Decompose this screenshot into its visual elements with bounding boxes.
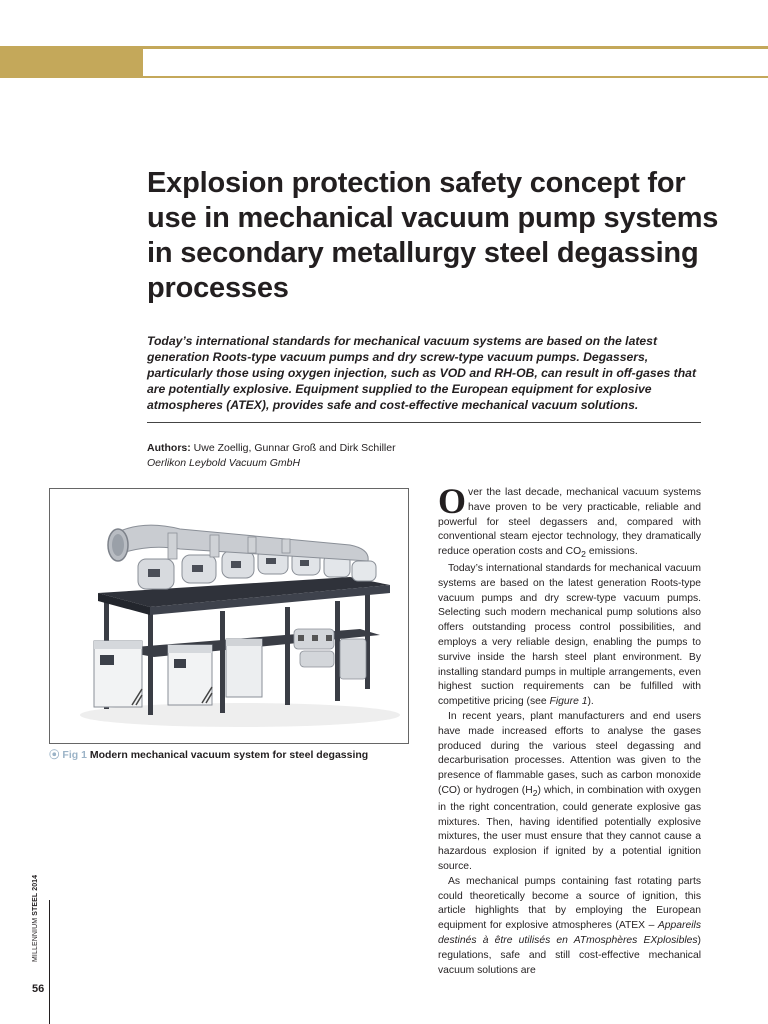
vacuum-system-illustration — [50, 489, 408, 743]
subscript: 2 — [581, 549, 586, 560]
publication-issue: STEEL 2014 — [32, 874, 39, 916]
figure-1-image — [49, 488, 409, 744]
paragraph-1-text: ver the last decade, mechanical vacuum systems have proven to be very practicable, reliable and powerful for steel degassers and, compared with conventional steam ejector technology, they dramatically reduce operation costs and CO — [438, 487, 701, 558]
paragraph-4-text: As mechanical pumps containing fast rotating parts could theoretically become a source of ignition, this article highlights that by employing the European equipment for explosive atmospheres (ATEX – — [438, 875, 701, 932]
article-intro: Today’s international standards for mechanical vacuum systems are based on the latest generation Roots-type vacuum pumps and dry screw-type vacuum pumps. Degassers, particularly those using oxygen injection, such as VOD and RH-OB, can result in off-gases that are potentially explosive. Equipment supplied to the European equipment for explosive atmospheres (ATEX), provides safe and cost-effective mechanical vacuum solutions. — [147, 334, 696, 412]
figure-arrow-icon: ⦿ — [49, 749, 60, 761]
figure-caption-text: Modern mechanical vacuum system for steel degassing — [89, 749, 369, 761]
paragraph-2 — [438, 562, 701, 710]
authors-names: Uwe Zoellig, Gunnar Groß and Dirk Schiller — [193, 442, 396, 454]
page-number: 56 — [32, 983, 45, 995]
authors-label: Authors: — [147, 442, 191, 454]
figure-reference: Figure 1 — [549, 696, 588, 708]
drop-cap: O — [438, 481, 467, 521]
paragraph-3 — [438, 710, 701, 875]
paragraph-3-end: ) which, in combination with oxygen in the right concentration, could generate explosive gas mixtures. Then, having identified potentially explosive mixtures, the user must ensure that they cannot cause a hazardous explosion if ignited by a potential ignition source. — [438, 785, 701, 873]
atex-expansion: Appareils destinés à être utilisés en ATmosphères EXplosibles — [438, 920, 701, 947]
publication-label — [32, 875, 39, 962]
intro-divider — [147, 422, 701, 423]
paragraph-4-end: ) regulations, safe and still cost-effective mechanical vacuum solutions are — [438, 935, 701, 976]
figure-label: Fig 1 — [62, 749, 87, 761]
paragraph-1-end: emissions. — [585, 546, 638, 558]
paragraph-2-end: ). — [587, 696, 594, 708]
author-affiliation: Oerlikon Leybold Vacuum GmbH — [147, 457, 301, 469]
article-title: Explosion protection safety concept for use in mechanical vacuum pump systems in secondary metallurgy steel degassing processes — [147, 167, 719, 304]
side-rule — [49, 900, 50, 1024]
paragraph-3-text: In recent years, plant manufacturers and end users have made increased efforts to analyse the gases produced during the various steel degassing and decarburisation processes. Attention was given to the presence of flammable gases, such as carbon monoxide (CO) or hydrogen (H — [438, 711, 701, 796]
header-band — [0, 46, 768, 78]
paragraph-1 — [438, 481, 701, 562]
subscript: 2 — [532, 788, 538, 799]
body-column — [438, 481, 701, 978]
header-rule-bottom — [143, 76, 768, 78]
paragraph-4 — [438, 875, 701, 979]
publication-name: MILLENNIUM — [32, 915, 39, 962]
header-color-block — [0, 46, 143, 78]
paragraph-2-text: Today’s international standards for mechanical vacuum systems are based on the latest generation Roots-type vacuum pumps and dry screw-type vacuum pumps. Selecting such modern mechanical pump solutions also offers outstanding process control possibilities, and employs a very reliable design, enabling the pumps to survive inside the harsh steel plant environment. By installing standard pumps in multiple arrangements, even highest suction requirements can be fulfilled with competitive pricing (see — [438, 563, 701, 708]
authors-line — [147, 441, 396, 456]
header-rule-top — [143, 46, 768, 49]
figure-caption — [49, 748, 368, 762]
